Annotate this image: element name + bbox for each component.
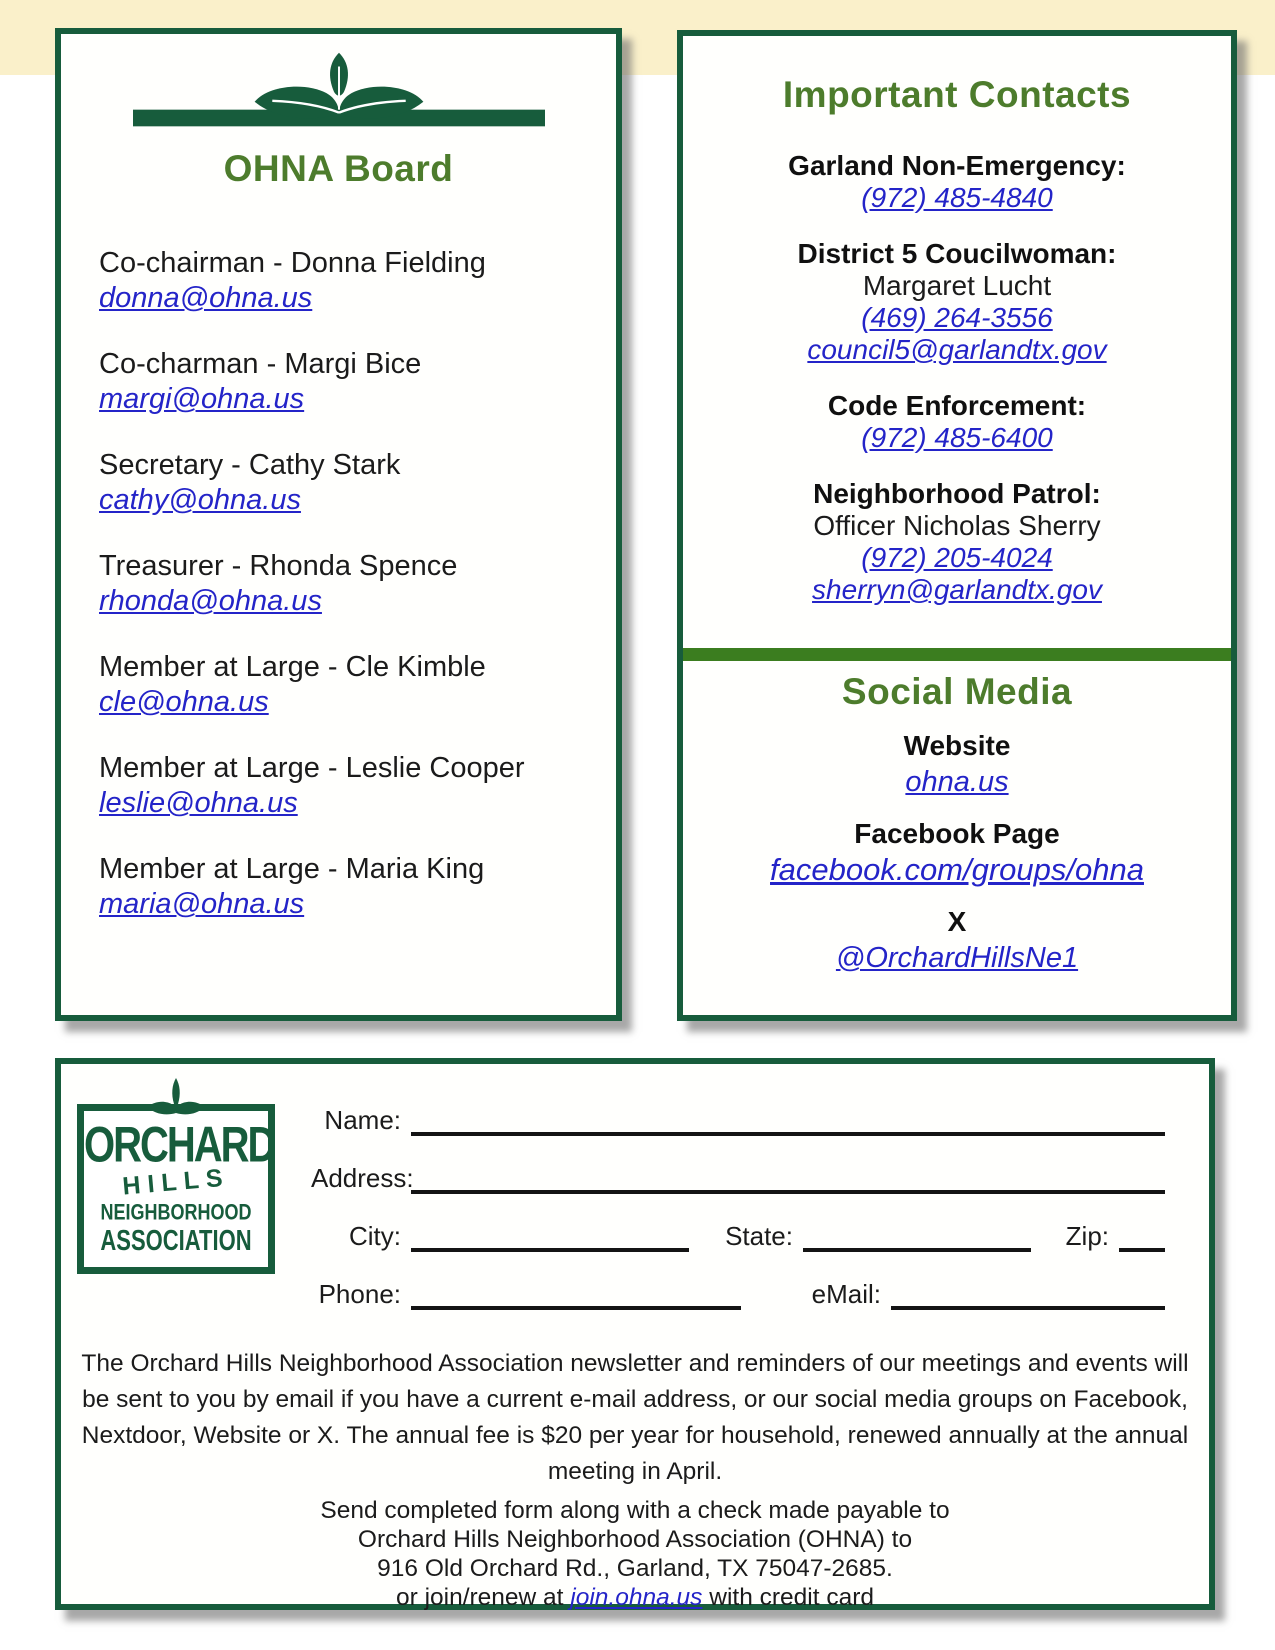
contact-person-name: Margaret Lucht <box>862 270 1052 301</box>
form-row-address <box>311 1162 1165 1194</box>
board-member-email-link[interactable]: leslie@ohna.us <box>99 787 298 819</box>
instruction-join-line <box>61 1583 1209 1612</box>
form-row-phone-email <box>311 1278 1165 1310</box>
state-field-label: State: <box>725 1221 793 1251</box>
zip-blank-line <box>1119 1220 1165 1252</box>
email-blank-line <box>891 1278 1165 1310</box>
board-member <box>99 347 616 417</box>
board-member-role-name: Co-chairman - Donna Fielding <box>99 247 486 279</box>
name-field-label: Name: <box>324 1105 401 1135</box>
state-blank-line <box>803 1220 1031 1252</box>
contact-entry <box>683 238 1231 366</box>
social-entry-label: Website <box>903 730 1011 761</box>
social-entry-label: Facebook Page <box>854 818 1060 849</box>
board-member <box>99 852 616 922</box>
board-member-list <box>99 246 616 922</box>
contact-label: District 5 Coucilwoman: <box>797 238 1117 269</box>
ohna-logo <box>77 1104 275 1274</box>
logo-word-association: ASSOCIATION <box>100 1224 252 1257</box>
x-handle-link[interactable]: @OrchardHillsNe1 <box>835 942 1079 974</box>
contact-label: Neighborhood Patrol: <box>813 478 1101 509</box>
board-member-email-link[interactable]: cathy@ohna.us <box>99 484 301 516</box>
mailing-instructions <box>61 1496 1209 1612</box>
social-entry-label: X <box>947 906 967 937</box>
city-field-label: City: <box>349 1221 401 1251</box>
social-section-title: Social Media <box>841 671 1073 712</box>
phone-blank-line <box>411 1278 741 1310</box>
phone-field-label: Phone: <box>318 1279 401 1309</box>
email-field-label: eMail: <box>811 1279 881 1309</box>
ohna-board-panel <box>55 28 622 1021</box>
social-entry <box>683 729 1231 801</box>
facebook-group-link[interactable]: facebook.com/groups/ohna <box>770 852 1144 887</box>
board-member-email-link[interactable]: donna@ohna.us <box>99 282 313 314</box>
board-member-email-link[interactable]: margi@ohna.us <box>99 383 305 415</box>
contact-phone-link[interactable]: (469) 264-3556 <box>861 302 1053 333</box>
form-fields <box>311 1104 1165 1310</box>
contacts-social-panel <box>677 30 1237 1021</box>
board-member-role-name: Member at Large - Leslie Cooper <box>99 752 525 784</box>
form-row-city-state-zip <box>311 1220 1165 1252</box>
contact-email-link[interactable]: council5@garlandtx.gov <box>807 334 1107 365</box>
board-member <box>99 549 616 619</box>
join-ohna-link[interactable]: join.ohna.us <box>570 1584 703 1611</box>
logo-word-neighborhood: NEIGHBORHOOD <box>100 1199 252 1225</box>
leaf-icon <box>144 1077 208 1117</box>
social-entry <box>683 905 1231 977</box>
membership-form-panel <box>55 1058 1215 1610</box>
contact-phone-link[interactable]: (972) 205-4024 <box>861 542 1053 573</box>
form-row-name <box>311 1104 1165 1136</box>
social-entry <box>683 817 1231 889</box>
contact-entry <box>683 150 1231 214</box>
instruction-line: 916 Old Orchard Rd., Garland, TX 75047-2685. <box>377 1555 893 1582</box>
board-panel-title: OHNA Board <box>223 148 454 189</box>
instruction-line: Send completed form along with a check made payable to <box>320 1497 950 1524</box>
contact-phone-link[interactable]: (972) 485-6400 <box>861 422 1053 453</box>
join-line-post: with credit card <box>702 1584 874 1611</box>
address-blank-line <box>411 1162 1165 1194</box>
leaf-divider-icon <box>133 50 545 134</box>
board-member-email-link[interactable]: rhonda@ohna.us <box>99 585 322 617</box>
contact-entry <box>683 478 1231 606</box>
board-member-role-name: Member at Large - Maria King <box>99 853 485 885</box>
social-media-section <box>683 661 1231 1015</box>
logo-word-orchard: ORCHARD <box>84 1117 275 1173</box>
contact-label: Code Enforcement: <box>827 390 1087 421</box>
contact-phone-link[interactable]: (972) 485-4840 <box>861 182 1053 213</box>
contact-entry <box>683 390 1231 454</box>
board-member <box>99 246 616 316</box>
board-member-role-name: Treasurer - Rhonda Spence <box>99 550 458 582</box>
board-member-email-link[interactable]: cle@ohna.us <box>99 686 269 718</box>
green-divider-bar <box>683 648 1231 661</box>
city-blank-line <box>411 1220 689 1252</box>
membership-info-paragraph: The Orchard Hills Neighborhood Association newsletter and reminders of our meetings and events will be sent to you by email if you have a current e-mail address, or our social media groups on Facebook, Nextdoor, Website or X. The annual fee is $20 per year for household, renewed annually at the annual meeting in April. <box>81 1350 1189 1485</box>
contact-person-name: Officer Nicholas Sherry <box>813 510 1101 541</box>
instruction-line: Orchard Hills Neighborhood Association (OHNA) to <box>357 1526 913 1553</box>
name-blank-line <box>411 1104 1165 1136</box>
board-member <box>99 751 616 821</box>
address-field-label: Address: <box>311 1163 414 1193</box>
board-member-email-link[interactable]: maria@ohna.us <box>99 888 305 920</box>
contact-email-link[interactable]: sherryn@garlandtx.gov <box>812 574 1102 605</box>
board-member-role-name: Co-charman - Margi Bice <box>99 348 422 380</box>
zip-field-label: Zip: <box>1065 1221 1109 1251</box>
website-link[interactable]: ohna.us <box>905 766 1009 798</box>
board-member <box>99 650 616 720</box>
logo-word-hills: HILLS <box>121 1163 231 1201</box>
important-contacts-section <box>683 36 1231 648</box>
board-member <box>99 448 616 518</box>
join-line-pre: or join/renew at <box>395 1584 571 1611</box>
contacts-section-title: Important Contacts <box>782 74 1132 115</box>
board-member-role-name: Member at Large - Cle Kimble <box>99 651 486 683</box>
contact-label: Garland Non-Emergency: <box>788 150 1126 181</box>
board-member-role-name: Secretary - Cathy Stark <box>99 449 401 481</box>
